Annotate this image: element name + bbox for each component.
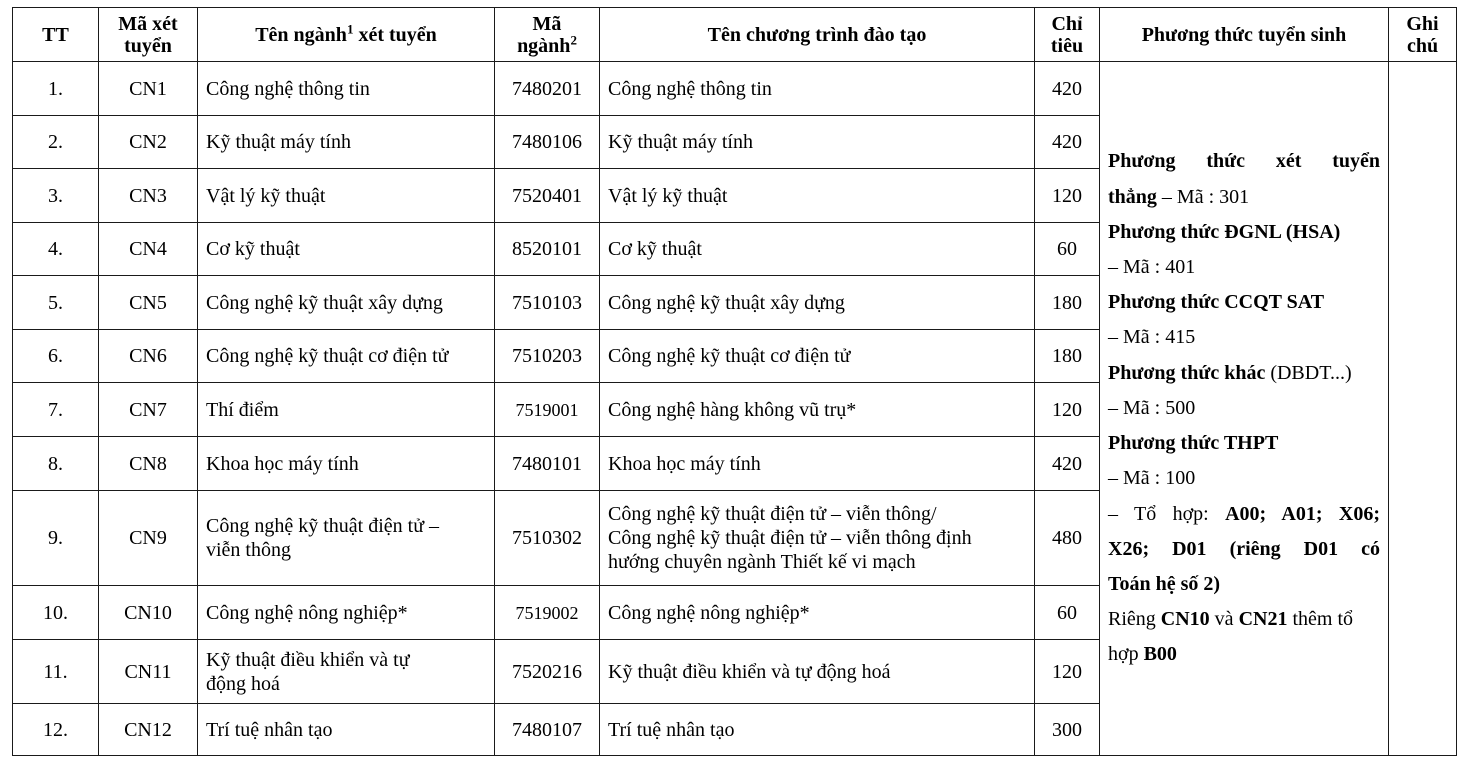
row-number: 5.	[13, 276, 99, 330]
quota: 420	[1035, 437, 1100, 491]
quota: 180	[1035, 330, 1100, 383]
major-code: 7480201	[495, 62, 600, 116]
major-code: 7519002	[495, 586, 600, 640]
combo-line1: – Tổ hợp: A00; A01; X06;	[1108, 502, 1380, 525]
row-number: 9.	[13, 491, 99, 586]
program-name: Vật lý kỹ thuật	[600, 169, 1035, 223]
quota: 480	[1035, 491, 1100, 586]
row-number: 2.	[13, 116, 99, 169]
major-name: Kỹ thuật điều khiển và tự động hoá	[198, 640, 495, 704]
program-name: Công nghệ kỹ thuật điện tử – viễn thông/ Công nghệ kỹ thuật điện tử – viễn thông định hướng chuyên ngành Thiết kế vi mạch	[600, 491, 1035, 586]
row-number: 7.	[13, 383, 99, 437]
major-name: Công nghệ kỹ thuật điện tử – viễn thông	[198, 491, 495, 586]
quota: 60	[1035, 223, 1100, 276]
row-number: 1.	[13, 62, 99, 116]
program-name: Công nghệ hàng không vũ trụ*	[600, 383, 1035, 437]
major-name: Công nghệ kỹ thuật cơ điện tử	[198, 330, 495, 383]
admission-code: CN10	[99, 586, 198, 640]
quota: 420	[1035, 62, 1100, 116]
program-name: Trí tuệ nhân tạo	[600, 704, 1035, 756]
quota: 120	[1035, 640, 1100, 704]
extra-combo-line2: hợp B00	[1108, 643, 1177, 666]
header-admission-method: Phương thức tuyển sinh	[1100, 8, 1389, 62]
row-number: 4.	[13, 223, 99, 276]
admission-code: CN1	[99, 62, 198, 116]
major-name: Công nghệ kỹ thuật xây dựng	[198, 276, 495, 330]
major-name: Công nghệ thông tin	[198, 62, 495, 116]
major-code: 8520101	[495, 223, 600, 276]
method-direct-line1: Phương thức xét tuyển	[1108, 150, 1380, 173]
program-name: Công nghệ kỹ thuật xây dựng	[600, 276, 1035, 330]
row-number: 12.	[13, 704, 99, 756]
header-row	[13, 8, 1457, 62]
quota: 60	[1035, 586, 1100, 640]
admission-code: CN7	[99, 383, 198, 437]
table-row	[13, 62, 1457, 116]
quota: 300	[1035, 704, 1100, 756]
admission-code: CN2	[99, 116, 198, 169]
header-major-name: Tên ngành$^1$ xét tuyển	[198, 8, 495, 62]
major-name: Vật lý kỹ thuật	[198, 169, 495, 223]
major-name: Kỹ thuật máy tính	[198, 116, 495, 169]
header-admission-code: Mã xét tuyển	[99, 8, 198, 62]
program-name: Kỹ thuật điều khiển và tự động hoá	[600, 640, 1035, 704]
major-code: 7520216	[495, 640, 600, 704]
program-name: Công nghệ thông tin	[600, 62, 1035, 116]
header-major-code: Mã ngành$^2$	[495, 8, 600, 62]
major-code: 7510103	[495, 276, 600, 330]
header-program-name: Tên chương trình đào tạo	[600, 8, 1035, 62]
method-direct-line2: thẳng – Mã : 301	[1108, 185, 1250, 208]
admission-code: CN9	[99, 491, 198, 586]
major-code: 7480107	[495, 704, 600, 756]
quota: 420	[1035, 116, 1100, 169]
row-number: 11.	[13, 640, 99, 704]
major-name: Khoa học máy tính	[198, 437, 495, 491]
method-sat: Phương thức CCQT SAT	[1108, 291, 1325, 314]
notes-cell	[1389, 62, 1457, 756]
method-other-code: – Mã : 500	[1108, 396, 1196, 419]
header-tt: TT	[13, 8, 99, 62]
admission-code: CN6	[99, 330, 198, 383]
quota: 180	[1035, 276, 1100, 330]
admission-code: CN3	[99, 169, 198, 223]
row-number: 10.	[13, 586, 99, 640]
admission-code: CN4	[99, 223, 198, 276]
admission-code: CN5	[99, 276, 198, 330]
header-quota: Chỉ tiêu	[1035, 8, 1100, 62]
program-name: Công nghệ kỹ thuật cơ điện tử	[600, 330, 1035, 383]
method-other: Phương thức khác (DBDT...)	[1108, 361, 1352, 384]
quota: 120	[1035, 383, 1100, 437]
header-notes: Ghi chú	[1389, 8, 1457, 62]
major-code: 7519001	[495, 383, 600, 437]
method-hsa: Phương thức ĐGNL (HSA)	[1108, 220, 1341, 243]
method-sat-code: – Mã : 415	[1108, 326, 1196, 349]
major-code: 7480106	[495, 116, 600, 169]
admissions-table	[12, 7, 1457, 756]
program-name: Khoa học máy tính	[600, 437, 1035, 491]
row-number: 8.	[13, 437, 99, 491]
admission-methods-cell	[1100, 62, 1389, 756]
program-name: Công nghệ nông nghiệp*	[600, 586, 1035, 640]
major-name: Trí tuệ nhân tạo	[198, 704, 495, 756]
combo-line3: Toán hệ số 2)	[1108, 572, 1221, 595]
method-hsa-code: – Mã : 401	[1108, 256, 1196, 279]
quota: 120	[1035, 169, 1100, 223]
admission-code: CN8	[99, 437, 198, 491]
major-code: 7510302	[495, 491, 600, 586]
major-name: Cơ kỹ thuật	[198, 223, 495, 276]
major-code: 7480101	[495, 437, 600, 491]
major-code: 7510203	[495, 330, 600, 383]
major-name: Công nghệ nông nghiệp*	[198, 586, 495, 640]
method-thpt-code: – Mã : 100	[1108, 467, 1196, 490]
row-number: 3.	[13, 169, 99, 223]
admission-code: CN11	[99, 640, 198, 704]
program-name: Kỹ thuật máy tính	[600, 116, 1035, 169]
combo-line2: X26; D01 (riêng D01 có	[1108, 537, 1380, 560]
extra-combo-line1: Riêng CN10 và CN21 thêm tổ	[1108, 608, 1353, 631]
row-number: 6.	[13, 330, 99, 383]
major-code: 7520401	[495, 169, 600, 223]
major-name: Thí điểm	[198, 383, 495, 437]
method-thpt: Phương thức THPT	[1108, 432, 1279, 455]
admission-code: CN12	[99, 704, 198, 756]
admission-methods	[1108, 144, 1380, 672]
program-name: Cơ kỹ thuật	[600, 223, 1035, 276]
